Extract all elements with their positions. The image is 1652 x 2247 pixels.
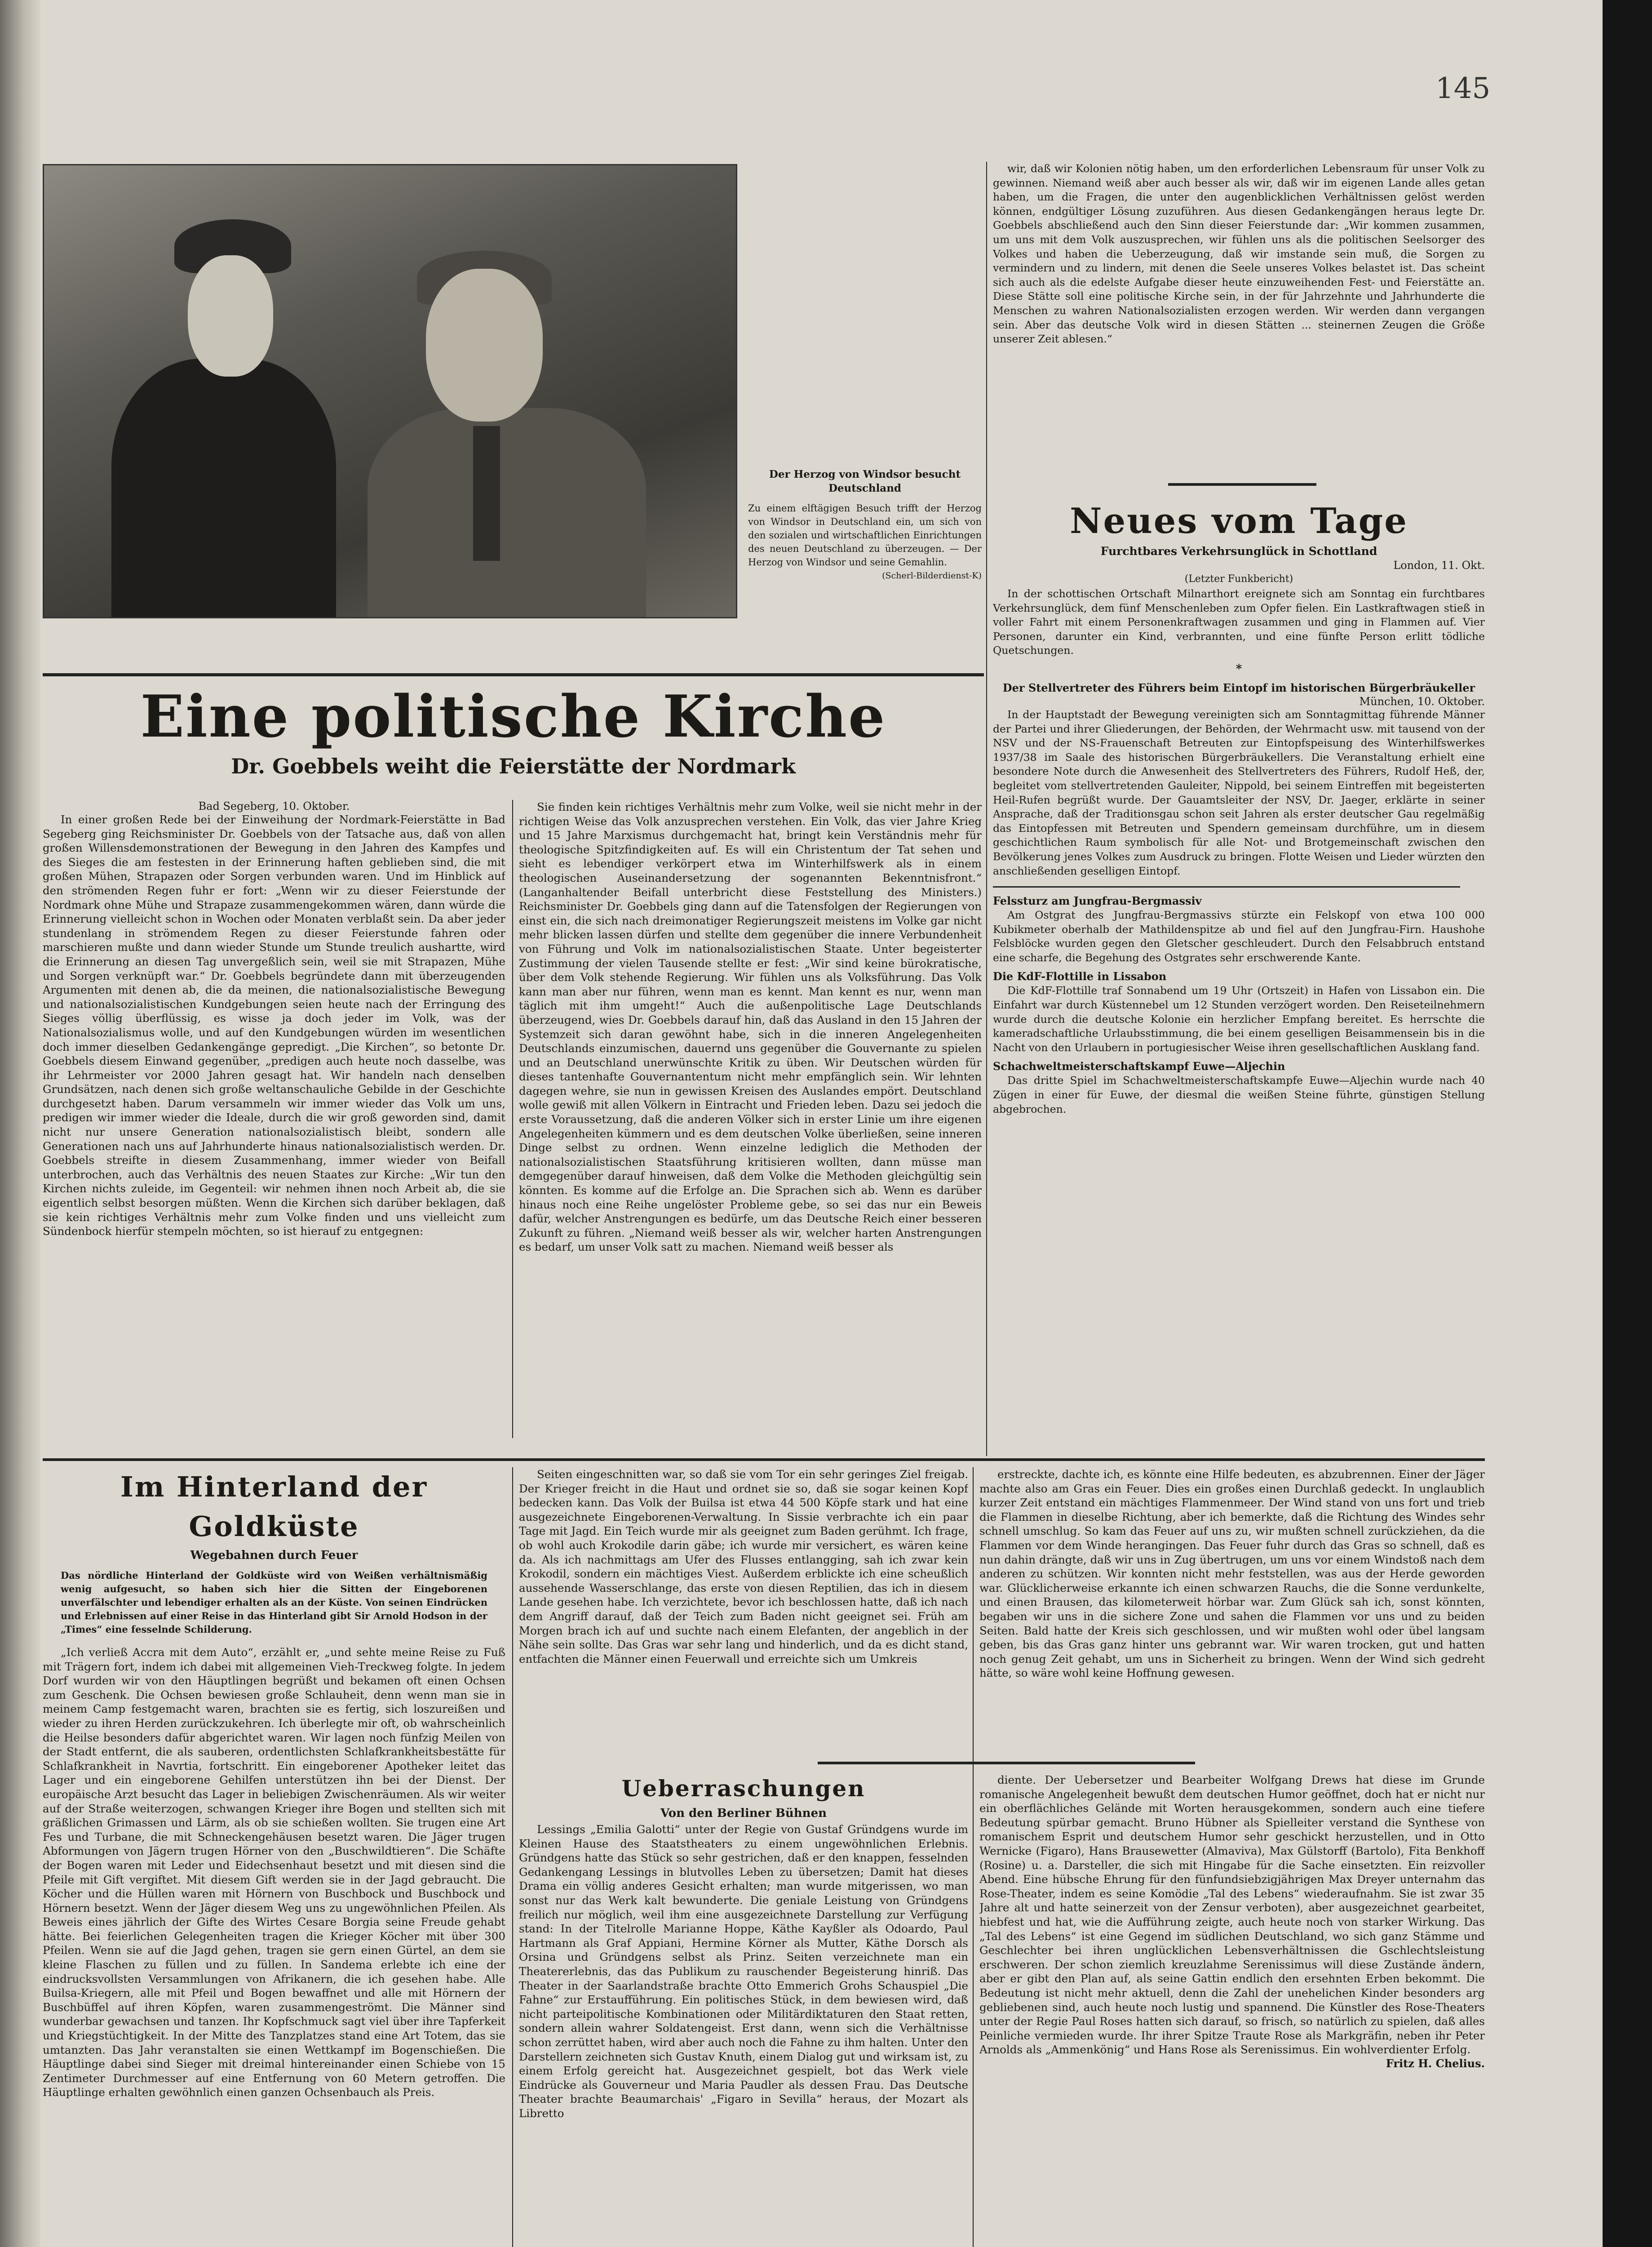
ueber-heading: Ueberraschungen	[621, 1775, 866, 1802]
column-rule	[512, 800, 513, 1438]
photo-caption-text: Zu einem elftägigen Besuch trifft der Herzog von Windsor in Deutschland ein, um sich von den sozialen und wirtschaftlichen Einrichtungen des neuen Deutschland zu überzeugen. — Der Herzog von Windsor und seine Gemahlin.	[748, 503, 982, 568]
photo-figure-duchess	[111, 359, 336, 618]
kirche-text-2: Sie finden kein richtiges Verhältnis mehr zum Volke, weil sie nicht mehr in der richtigen Weise das Volk anzusprechen verstehen. Ein Volk, das vier Jahre Krieg und 15 Jahre Marxismus durchgemacht hat, bringt kein Verständnis mehr für theologische Spitzfindigkeiten auf. Es will ein Christentum der Tat sehen und sieht es lebendiger verkörpert etwa im Winterhilfswerk als in einem theologischen Auseinandersetzung der sogenannten Bekenntnisfront.“ (Langanhaltender Beifall unterbricht diese Feststellung des Ministers.) Reichsminister Dr. Goebbels ging dann auf die Tatensfolgen der Regierungen von einst ein, die sich nach dreimonatiger Regierungszeit meistens im Volke gar nicht mehr blicken lassen dürfen und stellte dem gegenüber die innere Verbundenheit von Führung und Volk im nationalsozialistischen Staate. Unter begeisterter Zustimmung der vielen Tausende stellte er fest: „Wir sind keine bürokratische, über dem Volk stehende Regierung. Wir fühlen uns als Volksführung. Das Volk kann man aber nur führen, wenn man es kennt. Man kennt es nur, wenn man täglich mit ihm umgeht!“ Auch die außenpolitische Lage Deutschlands überzeugend, wies Dr. Goebbels darauf hin, daß das Ausland in den 15 Jahren der Systemzeit sich daran gewöhnt habe, sich in die inneren Angelegenheiten Deutschlands einzumischen, dauernd uns gegenüber die Gouvernante zu spielen und an Deutschland unerwünschte Kritik zu üben. Wir Deutschen würden für dieses tantenhafte Gouvernantentum nicht mehr empfänglich sein. Wir lehnten dagegen wehre, sie nun in gewissen Kreisen des Auslandes empört. Deutschland wolle gewiß mit allen Völkern in Eintracht und Frieden leben. Dazu sei jedoch die erste Voraussetzung, daß die anderen Völker sich in erster Linie um ihre eigenen Angelegenheiten kümmern und es dem deutschen Volke überließen, seine inneren Dinge selbst zu ordnen. Wenn einzelne lediglich die Methoden der nationalsozialistischen Staatsführung kritisieren wollten, dann müsse man demgegenüber darauf hinweisen, daß dem Volke die Methoden gleichgültig sein könnten. Es komme auf die Erfolge an. Die Sprachen sich ab. Wenn es darüber hinaus noch eine Reihe ungelöster Probleme gebe, so sei das nur ein Beweis dafür, welcher Anstrengungen es bedürfe, um das Deutsche Reich einer besseren Zukunft zu führen. „Niemand weiß besser als wir, welcher harten Anstrengungen es bedarf, um unser Volk satt zu machen. Niemand weiß besser als	[519, 800, 982, 1254]
kirche-heading: Eine politische Kirche	[140, 683, 886, 750]
photo-figure-duke	[368, 408, 646, 618]
goldkueste-subheading: Wegebahnen durch Feuer	[190, 1549, 358, 1562]
photo-duke-of-windsor	[43, 164, 737, 618]
goldkueste-column-2	[519, 1467, 968, 1741]
ueber-column-1	[519, 1773, 968, 2247]
photo-face-duke	[426, 269, 543, 422]
article-top-rule	[43, 673, 984, 676]
goldkueste-intro: Das nördliche Hinterland der Goldküste wird von Weißen verhältnismäßig wenig aufgesucht, so haben sich hier die Sitten der Eingeborenen unverfälschter und lebendiger erhalten als an der Küste. Von seinen Eindrücken und Erlebnissen auf einer Reise in das Hinterland gibt Sir Arnold Hodson in der „Times“ eine fesselnde Schilderung.	[61, 1570, 487, 1635]
news-dateline-2: München, 10. Oktober.	[1359, 695, 1485, 708]
photo-tie	[473, 426, 500, 561]
column-rule	[986, 162, 987, 1456]
news-dateline-1: London, 11. Okt.	[1393, 559, 1485, 572]
notice-heading-3: Schachweltmeisterschaftskampf Euwe—Aljechin	[993, 1060, 1285, 1073]
continuation-text: wir, daß wir Kolonien nötig haben, um den erforderlichen Lebensraum für unser Volk zu gewinnen. Niemand weiß aber auch besser als wir, daß wir im eigenen Lande alles getan haben, um die Fragen, die unter den augenblicklichen Verhältnissen gelöst werden können, endgültiger Lösung zuzuführen. Aus diesen Gedankengängen heraus legte Dr. Goebbels abschließend auch den Sinn dieser Feierstunde dar: „Wir kommen zusammen, um uns mit dem Volk auszusprechen, wir fühlen uns als die politischen Seelsorger des Volkes und haben die Ueberzeugung, daß wir imstande sein muß, die Sorgen zu vermindern und zu lindern, mit denen die Seele unseres Volkes belastet ist. Das scheint sich auch als die edelste Aufgabe dieser heute einzuweihenden Fest- und Feierstätte an. Diese Stätte soll eine politische Kirche sein, in der für Jahrzehnte und Jahrhunderte die Menschen zu wahren Nationalsozialisten erzogen werden. Wir werden dann vergangen sein. Aber das deutsche Volk wird in diesen Stätten ... steinernen Zeugen die Größe unserer Zeit ablesen.“	[993, 162, 1485, 346]
photo-caption	[748, 467, 982, 656]
kirche-column-1	[43, 800, 505, 1434]
page-number: 145	[1435, 72, 1491, 105]
kirche-text-1: In einer großen Rede bei der Einweihung der Nordmark-Feierstätte in Bad Segeberg ging Reichsminister Dr. Goebbels von der Tatsache aus, daß von allen großen Willensdemonstrationen der Bewegung in den Jahren des Kampfes und des Sieges die am festesten in der Erinnerung haften geblieben sind, die mit großen Mühen, Strapazen oder Sorgen verbunden waren. Und im Hinblick auf den strömenden Regen fuhr er fort: „Wenn wir zu dieser Feierstunde der Nordmark ohne Mühe und Strapaze zusammengekommen wären, dann würde die Erinnerung vielleicht schon in Wochen oder Monaten verblaßt sein. Da aber jeder stundenlang in strömendem Regen zu dieser Feierstunde fahren oder marschieren mußte und dann wieder Stunde um Stunde treulich aushartte, wird die Erinnerung an diesen Tag unvergeßlich sein, weil sie mit Strapazen, Mühe und Sorgen verknüpft war.“ Dr. Goebbels begründete dann mit überzeugenden Argumenten mit denen ab, die da meinen, die nationalsozialistische Bewegung und nationalsozialistischen Kundgebungen seien heute nach der Erringung des Sieges völlig überflüssig, es wisse ja doch jeder im Volk, was der Nationalsozialismus wolle, und auf den Kundgebungen würden im wesentlichen doch immer dieselben Gedankengänge gepredigt. „Die Kirchen“, so betonte Dr. Goebbels diesem Einwand gegenüber, „predigen auch heute noch dasselbe, was ihr Lehrmeister vor 2000 Jahren gesagt hat. Wir handeln nach denselben Grundsätzen, nach denen sich große weltanschauliche Gebilde in der Geschichte durchgesetzt haben. Darum versammeln wir immer wieder das Volk um uns, predigen wir immer wieder die Ideale, durch die wir groß geworden sind, damit nicht nur unsere Generation nationalsozialistisch bleibt, sondern alle Generationen nach uns auf Jahrhunderte hinaus nationalsozialistisch werden. Dr. Goebbels streifte in diesem Zusammenhang, immer wieder von Beifall unterbrochen, auch das Verhältnis des neuen Staates zur Kirche: „Wir tun den Kirchen nichts zuleide, im Gegenteil: wir nehmen ihnen noch Arbeit ab, die sie eigentlich selbst besorgen müßten. Wenn die Kirchen sich darüber beklagen, daß sie kein richtiges Verhältnis mehr zum Volke finden und uns vielleicht zum Sündenbock hierfür stempeln möchten, so ist hierauf zu entgegnen:	[43, 813, 505, 1238]
photo-credit: (Scherl-Bilderdienst-K)	[882, 571, 982, 581]
notice-text-2: Die KdF-Flottille traf Sonnabend um 19 Uhr (Ortszeit) in Hafen von Lissabon ein. Die Einfahrt war durch Küstennebel um 12 Stunden verzögert worden. Den Reiseteilnehmern wurde durch die deutsche Kolonie ein herzlicher Empfang bereitet. Es herrschte die kameradschaftliche Urlaubsstimmung, die bei einem geselligen Beisammensein bis in die Nacht von den Urlaubern in portugiesischer Weise ihren gesellschaftlichen Ausklang fand.	[993, 984, 1485, 1054]
goldkueste-text-3: erstreckte, dachte ich, es könnte eine Hilfe bedeuten, es abzubrennen. Einer der Jäger machte also am Gras ein Feuer. Dies ein großes einen Durchlaß gedeckt. In unglaublich kurzer Zeit entstand ein mächtiges Flammenmeer. Der Wind stand von uns fort und trieb die Flammen in dieselbe Richtung, aber ich bemerkte, daß die Richtung des Windes sehr schnell umschlug. So kam das Feuer auf uns zu, wir mußten schnell zurückziehen, da die Flammen vor dem Winde herangingen. Das Feuer fuhr durch das Gras so schnell, daß es nun dahin drängte, daß wir uns in Zug übertrugen, um uns vor einem Windstoß nach dem anderen zu schützen. Wir konnten nicht mehr feststellen, was aus der Herde geworden war. Glücklicherweise erkannte ich einen schwarzen Rauchs, die die Sonne verdunkelte, und einen Brausen, das kilometerweit hörbar war. Zum Glück sah ich, sonst könnten, begaben wir uns in die sichere Zone und sahen die Flammen vor uns und zu beiden Seiten. Bald hatte der Kreis sich geschlossen, und wir mußten wohl oder übel langsam geben, bis das Gras ganz hinter uns gebrannt war. Wir waren trocken, gut und hatten noch genug Zeit gehabt, um uns in Sicherheit zu bringen. Wenn der Wind sich gedreht hätte, so wäre wohl keine Hoffnung gewesen.	[979, 1468, 1485, 1680]
goldkueste-heading: Im Hinterland der Goldküste	[120, 1470, 428, 1543]
goldkueste-column-1	[43, 1467, 505, 2247]
column-rule	[973, 1467, 974, 2247]
ueber-subheading: Von den Berliner Bühnen	[660, 1807, 827, 1820]
news-star: *	[1236, 662, 1242, 676]
news-text-1: In der schottischen Ortschaft Milnarthort ereignete sich am Sonntag ein furchtbares Verkehrsunglück, dem fünf Menschenleben zum Opfer fielen. Ein Lastkraftwagen stieß in voller Fahrt mit einem Personenkraftwagen zusammen und ging in Flammen auf. Vier Personen, darunter ein Kind, verbrannten, und eine fünfte Person erlitt tödliche Quetschungen.	[993, 587, 1485, 657]
notice-text-1: Am Ostgrat des Jungfrau-Bergmassivs stürzte ein Felskopf von etwa 100 000 Kubikmeter oberhalb der Mathildenspitze ab und fiel auf den Jungfrau-Firn. Haushohe Felsblöcke wurden gegen den Gletscher geschleudert. Durch den Felsabbruch entstand eine scharfe, die Begehung des Ostgrates sehr erschwerende Kante.	[993, 909, 1485, 964]
ueber-text-2: diente. Der Uebersetzer und Bearbeiter Wolfgang Drews hat diese im Grunde romanische Angelegenheit bewußt dem deutschen Humor geöffnet, doch hat er nicht nur ein oberflächliches Gelände mit Worten herausgekommen, sondern auch eine tiefere Bedeutung spürbar gemacht. Bruno Hübner als Spielleiter verstand die Synthese von romanischem Esprit und deutschem Humor sehr geschickt herzustellen, und in Otto Wernicke (Figaro), Hans Brausewetter (Almaviva), Max Gülstorff (Bartolo), Fita Benkhoff (Rosine) u. a. Darsteller, die sich mit Hingabe für die Sache einsetzten. Ein reizvoller Abend. Eine hübsche Ehrung für den fünfundsiebzigjährigen Max Dreyer unternahm das Rose-Theater, indem es seine Komödie „Tal des Lebens“ wiederaufnahm. Sie ist zwar 35 Jahre alt und hatte seinerzeit von der Zensur verboten), aber ausgezeichnet gearbeitet, hiebfest und hat, wie die Aufführung zeigte, auch heute noch von starker Wirkung. Das „Tal des Lebens“ ist eine Gegend im südlichen Deutschland, wo sich ganz Stämme und Geschlechter bei ihren unglücklichen Lebensverhältnissen die Gschlechtsleistung erschweren. Der schon ziemlich kreuzlahme Serenissimus will diese Zustände ändern, aber er gibt den Plan auf, als seine Gattin endlich den ersehnten Erben bekommt. Die Bedeutung ist nicht mehr aktuell, denn die Zahl der unehelichen Kinder besonders arg gebliebenen sind, auch heute noch lustig und spannend. Die Künstler des Rose-Theaters unter der Regie Paul Roses hatten sich darauf, so frisch, so natürlich zu spielen, daß alles Peinliche vermieden wurde. Ihr ihrer Spitze Traute Rose als Markgräfin, neben ihr Peter Arnolds als „Ammenkönig“ und Hans Rose als Serenissimus. Ein wohlverdienter Erfolg.	[979, 1773, 1485, 2056]
news-heading: Neues vom Tage	[1070, 501, 1408, 542]
news-bracket: (Letzter Funkbericht)	[1184, 573, 1293, 585]
goldkueste-column-3	[979, 1467, 1485, 1759]
ueber-author: Fritz H. Chelius.	[1386, 2056, 1485, 2070]
kirche-dateline: Bad Segeberg, 10. Oktober.	[198, 800, 350, 813]
goldkueste-text-2: Seiten eingeschnitten war, so daß sie vom Tor ein sehr geringes Ziel freigab. Der Krieger freicht in die Haut und ordnet sie so, daß sie sogar keinen Kopf bedecken kann. Das Volk der Builsa ist etwa 44 500 Köpfe stark und hat eine ausgezeichnete Eingeborenen-Verwaltung. In Sissie verbrachte ich ein paar Tage mit Jagd. Ein Teich wurde mir als geeignet zum Baden gerühmt. Ich frage, ob wohl auch Krokodile darin gäbe; ich wurde mir versichert, es wären keine da. Als ich nachmittags am Ufer des Flusses entlangging, sah ich zwar kein Krokodil, sondern ein mächtiges Viest. Außerdem erblickte ich eine scheußlich aussehende Wasserschlange, das erste von diesen Reptilien, das ich in diesem Lande gesehen habe. Ich verzichtete, bevor ich beschlossen hatte, daß ich nach dem Angriff darauf, daß der Teich zum Baden nicht geeignet sei. Früh am Morgen brach ich auf und suchte nach einem Elefanten, der angeblich in der Nähe sein sollte. Das Gras war sehr lang und hinderlich, und da es dicht stand, entfachten die Männer einen Feuerwall und erreichte sich um Umkreis	[519, 1468, 968, 1665]
ueber-rule	[818, 1762, 1195, 1764]
notice-text-3: Das dritte Spiel im Schachweltmeisterschaftskampfe Euwe—Aljechin wurde nach 40 Zügen in einer für Euwe, der diesmal die weißen Steine führte, günstigen Stellung abgebrochen.	[993, 1074, 1485, 1115]
news-subheading-2: Der Stellvertreter des Führers beim Eintopf im historischen Bürgerbräukeller	[1002, 681, 1475, 694]
ueber-text-1: Lessings „Emilia Galotti“ unter der Regie von Gustaf Gründgens wurde im Kleinen Hause des Staatstheaters zu einem ungewöhnlichen Erlebnis. Gründgens hatte das Stück so sehr gestrichen, daß er den knappen, fesselnden Gedankengang Lessings in blutvolles Leben zu übersetzen; Damit hat dieses Drama ein völlig anderes Gesicht erhalten; man wurde mitgerissen, wo man sonst nur das Werk kalt bewunderte. Die geniale Leistung von Gründgens freilich nur möglich, weil ihm eine ausgezeichnete Darstellung zur Verfügung stand: In der Titelrolle Marianne Hoppe, Käthe Kayßler als Odoardo, Paul Hartmann als Graf Appiani, Hermine Körner als Mutter, Käthe Dorsch als Orsina und Gründgens selbst als Prinz. Seiten verzeichnete man ein Theatererlebnis, das das Publikum zu rauschender Begeisterung hinriß. Das Theater in der Saarlandstraße brachte Otto Emmerich Grohs Schauspiel „Die Fahne“ zur Erstaufführung. Ein politisches Stück, in dem bewiesen wird, daß nicht parteipolitische Kombinationen oder Militärdiktaturen den Staat retten, sondern allein wahrer Soldatengeist. Erst dann, wenn sich die Verhältnisse schon zerrüttet haben, wird aber auch noch die Fahne zu ihm halten. Unter den Darstellern zeichneten sich Gustav Knuth, einem Dialog gut und wirksam ist, zu einem Erfolg gereicht hat. Ausgezeichnet gespielt, bot das Werk viele Eindrücke als Gouverneur und Maria Paudler als dessen Frau. Das Deutsche Theater brachte Beaumarchais' „Figaro in Sevilla“ heraus, der Mozart als Libretto	[519, 1823, 968, 2120]
photo-face-duchess	[188, 255, 273, 377]
scan-edge	[1603, 0, 1652, 2247]
photo-caption-title: Der Herzog von Windsor besucht Deutschland	[769, 468, 961, 494]
kirche-column-2	[519, 800, 982, 1434]
section-rule	[43, 1458, 1485, 1461]
binding-shadow	[0, 0, 40, 2247]
notice-heading-1: Felssturz am Jungfrau-Bergmassiv	[993, 894, 1202, 908]
news-column	[993, 499, 1485, 1461]
article-continuation-top	[993, 162, 1485, 472]
kirche-subheading: Dr. Goebbels weiht die Feierstätte der Nordmark	[231, 754, 796, 778]
notice-heading-2: Die KdF-Flottille in Lissabon	[993, 970, 1167, 983]
news-text-2: In der Hauptstadt der Bewegung vereinigten sich am Sonntagmittag führende Männer der Partei und ihrer Gliederungen, der Behörden, der Wehrmacht usw. mit tausend von der NSV und der NS-Frauenschaft Betreuten zur Eintopfspeisung des Winterhilfswerkes 1937/38 im Saale des historischen Bürgerbräukellers. Die Veranstaltung erhielt eine besondere Note durch die Anwesenheit des Stellvertreters des Führers, Rudolf Heß, der, begleitet vom stellvertretenden Gauleiter, Nippold, bei seinem Eintreffen mit begeisterten Heil-Rufen begrüßt wurde. Der Gauamtsleiter der NSV, Dr. Jaeger, erklärte in seiner Ansprache, daß der Traditionsgau schon seit Jahren als erster deutscher Gau regelmäßig das Eintopfessen mit Betreuten und Spendern gemeinsam durchführe, um in diesem geschichtlichen Raum symbolisch für alle Not- und Brotgemeinschaft zwischen den Bevölkerung jenes Volkes zum Ausdruck zu bringen. Flotte Weisen und Lieder würzten den anschließenden geselligen Eintopf.	[993, 708, 1485, 877]
kirche-header	[43, 681, 984, 807]
news-subheading-1: Furchtbares Verkehrsunglück in Schottland	[1100, 545, 1377, 558]
ueber-column-2	[979, 1773, 1485, 2247]
divider-rule	[1168, 483, 1316, 486]
column-rule	[512, 1467, 513, 2247]
news-divider	[993, 886, 1460, 888]
goldkueste-text-1: „Ich verließ Accra mit dem Auto“, erzählt er, „und sehte meine Reise zu Fuß mit Trägern fort, indem ich dabei mit allgemeinen Vieh-Treckweg folgte. In jedem Dorf wurden wir von den Häuptlingen begrüßt und bekamen oft einen Ochsen zum Geschenk. Die Ochsen bewiesen große Schlauheit, denn wenn man sie in meinem Camp festgemacht waren, brachten sie es fertig, sich loszureißen und wieder zu ihren Herden zurückzukehren. Ich überlegte mir oft, ob wahrscheinlich die Heilse besonders dafür abgerichtet waren. Wir lagen noch fünfzig Meilen von der Stadt entfernt, die als sauberen, ordentlichsten Schlafkrankheitsbestätte für Schlafkrankheit in Navrtia, fortschritt. Ein eingeborener Apotheker leitet das Lager und ein eingeborene Gehilfen unterstützen ihn bei der Dienst. Der europäische Arzt besucht das Lager in beliebigen Zwischenräumen. Als wir weiter auf der Straße weiterzogen, schwangen Krieger ihre Bogen und stellten sich mit gräßlichen Grimassen und Lärm, als ob sie schießen wollten. Sie trugen eine Art Fes und Turbane, die mit Schneckengehäusen besetzt waren. Die Jäger trugen Abformungen von Jägern trugen Hörner von den „Buschwildtieren“. Die Schäfte der Bogen waren mit Leder und Eidechsenhaut besetzt und mit diesen sind die Pfeile mit Gift vergiftet. Mit diesem Gift werden sie in der Jagd gebraucht. Die Köcher und die Hüllen waren mit Hörnern von Buschbock und Buschbock und Hörnern besetzt. Wenn der Jäger diesem Weg uns zu ungewöhnlichen Pfeilen. Als Beweis eines jährlich der Gifte des Wirtes Cesare Borgia seine Freude gehabt hätte. Bei feierlichen Gelegenheiten tragen die Krieger Köcher mit über 300 Pfeilen. Wenn sie auf die Jagd gehen, tragen sie gern einen Gürtel, an dem sie kleine Flaschen zu füllen und zu füllen. In Sandema erlebte ich eine der eindrucksvollsten Versammlungen von Afrikanern, die ich gesehen habe. Alle Builsa-Kriegern, alle mit Pfeil und Bogen bewaffnet und alle mit Hörnern der Buschbüffel auf ihren Köpfen, waren zusammengeströmt. Die Männer sind wunderbar gewachsen und tanzen. Ihr Kopfschmuck sagt viel über ihre Tapferkeit und Kriegstüchtigkeit. In der Mitte des Tanzplatzes stand eine Art Totem, das sie umtanzten. Das Jahr veranstalten sie einen Wettkampf im Bogenschießen. Die Häuptlinge dabei sind Sieger mit dreimal hintereinander einen Schiebe von 15 Zentimeter Durchmesser auf eine Entfernung von 60 Metern getroffen. Die Häuptlinge erhalten gewöhnlich einen ganzen Ochsenbauch als Preis.	[43, 1646, 505, 2099]
